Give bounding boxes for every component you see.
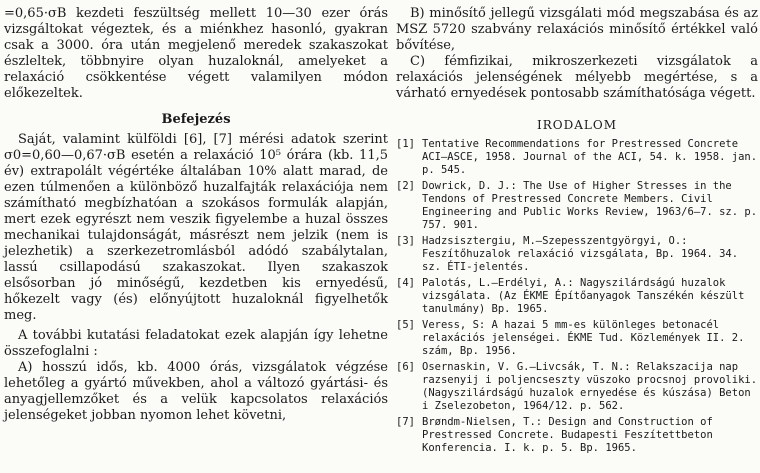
reference-text: Osernaskin, V. G.—Livcsák, T. N.: Relakszacija nap razsenyij i poljencseszty vüszoko procsnoj provoliki. (Nagyszilárdságú huzalok ernyedése és kúszása) Beton i Zselezobeton, 1964/12. p. 562. (422, 361, 758, 412)
reference-item (396, 138, 758, 177)
reference-item (396, 277, 758, 316)
reference-number: [7] (396, 416, 415, 428)
conclusion-paragraph: Saját, valamint külföldi [6], [7] mérési adatok szerint σ0=0,60—0,67·σB esetén a relaxáció 10⁵ órára (kb. 11,5 év) extrapolált végértéke általában 10% alatt marad, de ezen túlmenően a különböző huzalfajták relaxációja nem számítható megbízhatóan a szokásos formulák alapján, mert ezek egyrészt nem veszik figyelembe a huzal összes mechanikai tulajdonságát, másrészt nem jelzik (nem is jelezhetik) a szerkezetromlásból adódó szabálytalan, lassú csillapodású szakaszokat. Ilyen szakaszok elsősorban jó minőségű, kezdetben kis ernyedésű, hőkezelt vagy (és) előnyújtott huzaloknál figyelhetők meg. (4, 132, 388, 323)
task-a-paragraph: A) hosszú idős, kb. 4000 órás, vizsgálatok végzése lehetőleg a gyártó művekben, ahol a változó gyártási- és anyagjellemzőket és a velük kapcsolatos relaxációs jelenségeket jobban nyomon lehet követni, (4, 360, 388, 423)
reference-number: [5] (396, 319, 415, 331)
intro-paragraph: =0,65·σB kezdeti feszültség mellett 10—30 ezer órás vizsgáltokat végeztek, és a miénkhez hasonló, gyakran csak a 3000. óra után megjelenő meredek szakaszokat észleltek, többnyire olyan huzaloknál, amelyeket a relaxáció csökkentése végett valamilyen módon előkezeltek. (4, 6, 388, 101)
reference-number: [2] (396, 180, 415, 192)
task-b-paragraph: B) minősítő jellegű vizsgálati mód megszabása és az MSZ 5720 szabvány relaxációs minősítő értékkel való bővítése, (396, 6, 758, 53)
reference-text: Dowrick, D. J.: The Use of Higher Stresses in the Tendons of Prestressed Concrete Members. Civil Engineering and Public Works Review, 1963/6—7. sz. p. 757. 901. (422, 180, 758, 231)
reference-number: [6] (396, 361, 415, 373)
reference-text: Palotás, L.—Erdélyi, A.: Nagyszilárdságú huzalok vizsgálata. (Az ÉKME Építőanyagok Tanszékén készült tanulmány) Bp. 1965. (422, 277, 745, 315)
tasks-intro-paragraph: A további kutatási feladatokat ezek alapján így lehetne összefoglalni : (4, 328, 388, 359)
reference-item (396, 361, 758, 413)
reference-item (396, 416, 758, 455)
reference-number: [4] (396, 277, 415, 289)
reference-text: Brøndm-Nielsen, T.: Design and Construction of Prestressed Concrete. Budapesti Feszítettbeton Konferencia. I. k. p. 5. Bp. 1965. (422, 416, 713, 454)
left-column (4, 6, 388, 424)
references-title: IRODALOM (537, 118, 617, 132)
section-heading: Befejezés (161, 112, 231, 127)
reference-text: Tentative Recommendations for Prestressed Concrete ACI—ASCE, 1958. Journal of the ACI, 54. k. 1958. jan. p. 545. (422, 138, 758, 176)
task-c-paragraph: C) fémfizikai, mikroszerkezeti vizsgálatok a relaxációs jelenségének mélyebb megértése, s a várható ernyedések pontosabb számíthatósága végett. (396, 54, 758, 101)
reference-item (396, 180, 758, 232)
reference-item (396, 235, 758, 274)
reference-number: [3] (396, 235, 415, 247)
right-column (396, 6, 758, 458)
reference-number: [1] (396, 138, 415, 150)
reference-text: Veress, S: A hazai 5 mm-es különleges betonacél relaxációs jelenségei. ÉKME Tud. Közlemények II. 2. szám, Bp. 1956. (422, 319, 745, 357)
reference-list (396, 138, 758, 455)
reference-item (396, 319, 758, 358)
reference-text: Hadzsisztergiu, M.—Szepesszentgyörgyi, O.: Feszítőhuzalok relaxáció vizsgálata, Bp. 1964. 34. sz. ÉTI-jelentés. (422, 235, 739, 273)
